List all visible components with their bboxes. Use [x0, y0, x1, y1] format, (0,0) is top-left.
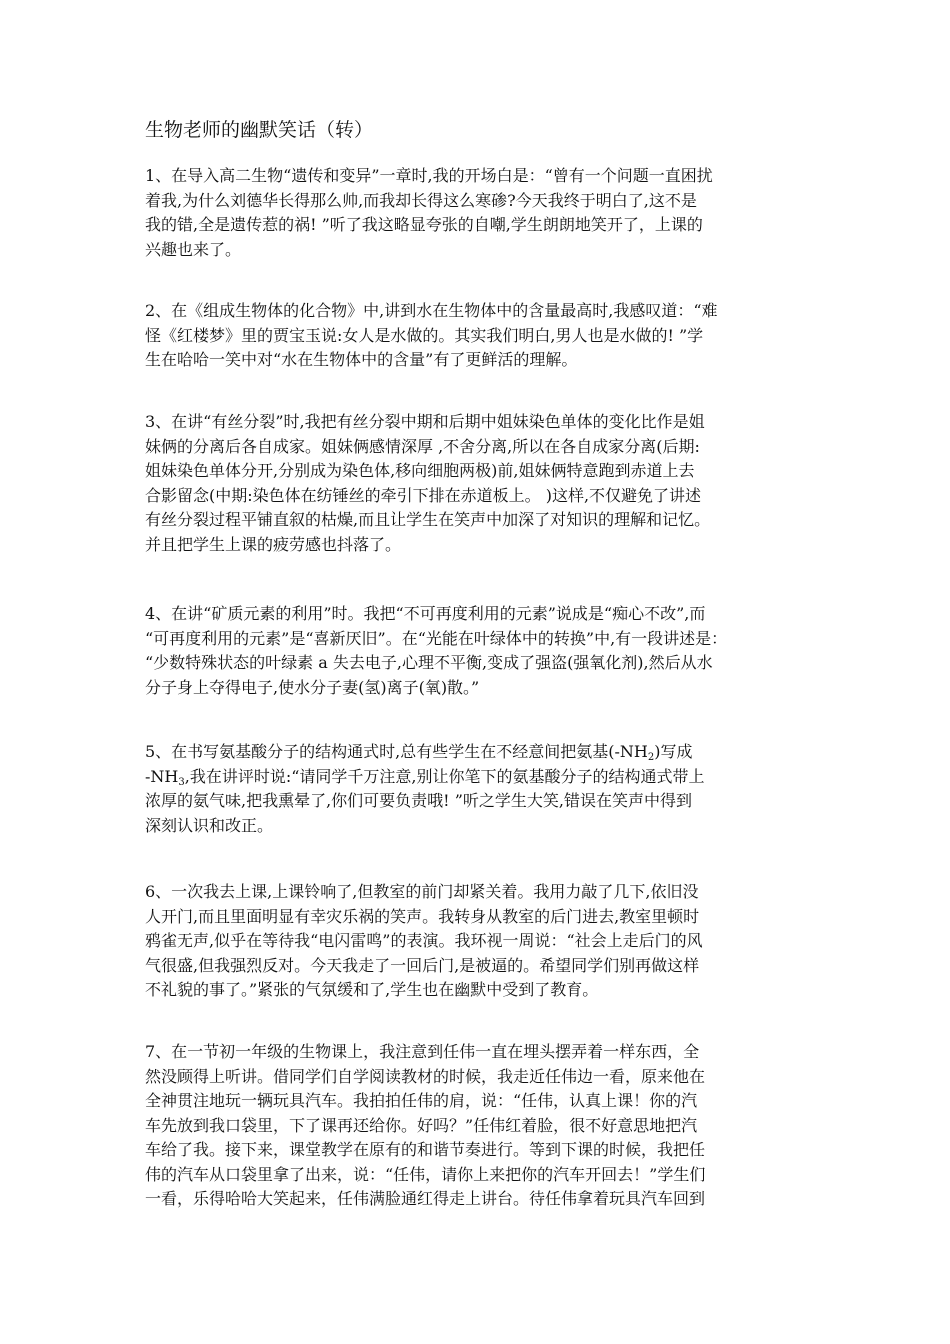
text-line: 气很盛,但我强烈反对。今天我走了一回后门,是被逼的。希望同学们别再做这样 — [145, 955, 700, 975]
text-line: 深刻认识和改正。 — [145, 815, 274, 835]
text-line: 鸦雀无声,似乎在等待我“电闪雷鸣”的表演。我环视一周说：“社会上走后门的风 — [145, 931, 703, 950]
text-line: 并且把学生上课的疲劳感也抖落了。 — [145, 534, 402, 554]
text-line: 不礼貌的事了。”紧张的气氛缓和了,学生也在幽默中受到了教育。 — [145, 980, 599, 999]
text-line: 兴趣也来了。 — [145, 239, 242, 259]
text-line: 全神贯注地玩一辆玩具汽车。我拍拍任伟的肩，说：“任伟，认真上课！你的汽 — [145, 1091, 698, 1110]
text-line: 我的错,全是遗传惹的祸! ”听了我这略显夸张的自嘲,学生朗朗地笑开了，上课的 — [145, 215, 703, 234]
text-line: 3、在讲“有丝分裂”时,我把有丝分裂中期和后期中姐妹染色单体的变化比作是姐 — [145, 412, 705, 431]
text-line: 着我,为什么刘德华长得那么帅,而我却长得这么寒碜?今天我终于明白了,这不是 — [145, 190, 697, 210]
paragraph-2 — [145, 299, 825, 373]
text-line: 7、在一节初一年级的生物课上，我注意到任伟一直在埋头摆弄着一样东西，全 — [145, 1042, 700, 1061]
text-segment: ,我在讲评时说:“请同学千万注意,别让你笔下的氨基酸分子的结构通式带上 — [184, 766, 705, 786]
text-line: 1、在导入高二生物“遗传和变异”一章时,我的开场白是：“曾有一个问题一直困扰 — [145, 166, 713, 185]
text-line: 4、在讲“矿质元素的利用”时。我把“不可再度利用的元素”说成是“痴心不改”,而 — [145, 604, 706, 623]
text-line — [145, 765, 825, 790]
paragraph-7 — [145, 1040, 825, 1212]
text-line: 车给了我。接下来，课堂教学在原有的和谐节奏进行。等到下课的时候，我把任 — [145, 1140, 706, 1159]
text-line: 2、在《组成生物体的化合物》中,讲到水在生物体中的含量最高时,我感叹道：“难 — [145, 301, 718, 320]
text-line: “少数特殊状态的叶绿素 a 失去电子,心理不平衡,变成了强盗(强氧化剂),然后从水 — [145, 653, 713, 672]
text-line: 分子身上夺得电子,使水分子妻(氢)离子(氧)散。” — [145, 677, 480, 697]
text-line: 姐妹染色单体分开,分别成为染色体,移向细胞两极)前,姐妹俩特意跑到赤道上去 — [145, 461, 695, 480]
text-line: 然没顾得上听讲。借同学们自学阅读教材的时候，我走近任伟边一看，原来他在 — [145, 1066, 706, 1086]
subscript: 3 — [178, 776, 185, 788]
text-line: 生在哈哈一笑中对“水在生物体中的含量”有了更鲜活的理解。 — [145, 350, 578, 369]
text-line: 6、一次我去上课,上课铃响了,但教室的前门却紧关着。我用力敲了几下,依旧没 — [145, 882, 699, 901]
document-title: 生物老师的幽默笑话（转） — [145, 119, 374, 141]
text-segment: )写成 — [654, 742, 693, 761]
text-segment: 5、在书写氨基酸分子的结构通式时,总有些学生在不经意间把氨基(-NH — [145, 742, 648, 761]
paragraph-4 — [145, 602, 825, 700]
text-line: 车先放到我口袋里，下了课再还给你。好吗？”任伟红着脸，很不好意思地把汽 — [145, 1115, 698, 1135]
text-line: “可再度利用的元素”是“喜新厌旧”。在“光能在叶绿体中的转换”中,有一段讲述是： — [145, 628, 728, 648]
paragraph-3 — [145, 410, 825, 557]
paragraph-1 — [145, 164, 825, 262]
paragraph-5 — [145, 740, 825, 838]
text-line: 浓厚的氨气味,把我熏晕了,你们可要负责哦! ”听之学生大笑,错误在笑声中得到 — [145, 791, 692, 810]
text-line: 妹俩的分离后各自成家。姐妹俩感情深厚 ,不舍分离,所以在各自成家分离(后期: — [145, 436, 700, 456]
subscript: 2 — [647, 752, 655, 763]
text-line: 伟的汽车从口袋里拿了出来，说：“任伟，请你上来把你的汽车开回去！”学生们 — [145, 1164, 706, 1184]
text-line: 有丝分裂过程平铺直叙的枯燥,而且让学生在笑声中加深了对知识的理解和记忆。 — [145, 510, 711, 529]
paragraph-6 — [145, 880, 825, 1003]
text-segment: -NH — [145, 766, 179, 786]
text-line — [145, 740, 825, 765]
text-line: 人开门,而且里面明显有幸灾乐祸的笑声。我转身从教室的后门进去,教室里顿时 — [145, 906, 700, 926]
text-line: 合影留念(中期:染色体在纺锤丝的牵引下排在赤道板上。 )这样,不仅避免了讲述 — [145, 485, 702, 505]
text-line: 一看，乐得哈哈大笑起来，任伟满脸通红得走上讲台。待任伟拿着玩具汽车回到 — [145, 1189, 706, 1208]
text-line: 怪《红楼梦》里的贾宝玉说:女人是水做的。其实我们明白,男人也是水做的! ”学 — [145, 325, 704, 345]
